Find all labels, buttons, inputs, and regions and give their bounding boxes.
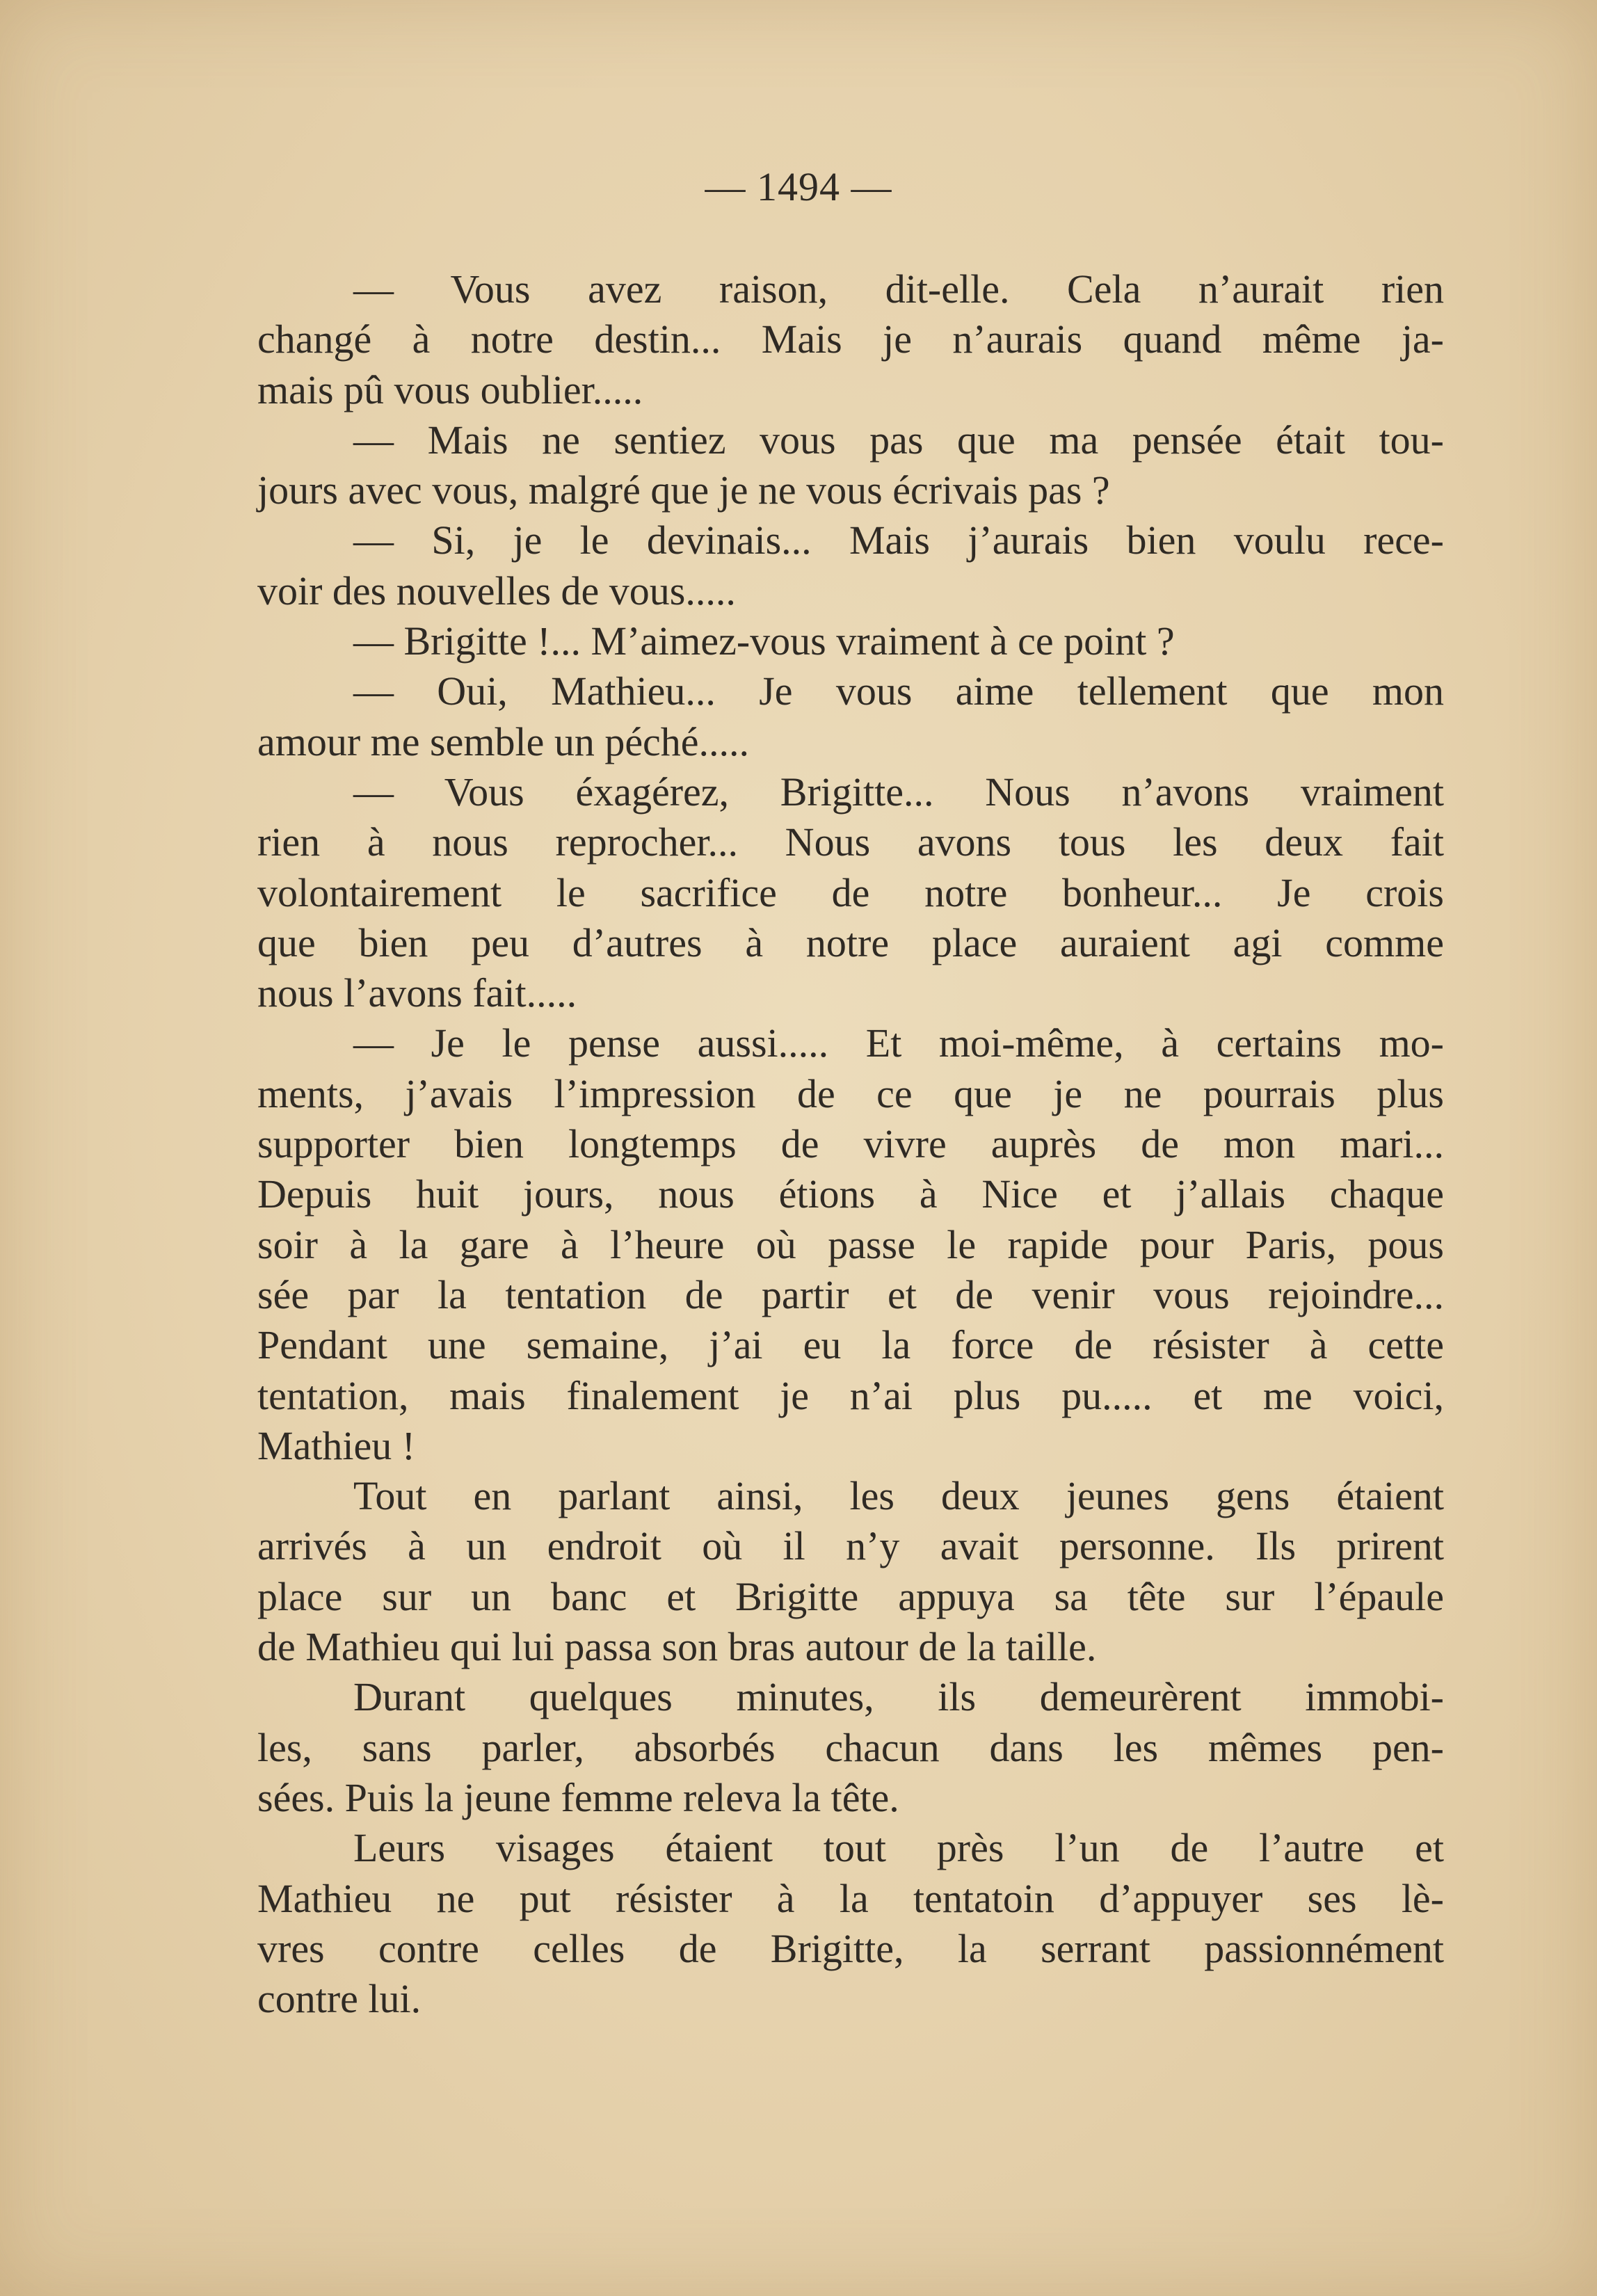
text-line: amour me semble un péché..... xyxy=(257,718,750,764)
text-line: — Oui, Mathieu... Je vous aime tellement que mon xyxy=(353,668,1444,714)
text-line: nous l’avons fait..... xyxy=(257,970,577,1016)
text-line: jours avec vous, malgré que je ne vous écrivais pas ? xyxy=(257,467,1110,513)
text-line: — Brigitte !... M’aimez-vous vraiment à ce point ? xyxy=(353,618,1175,664)
text-line: contre lui. xyxy=(257,1976,422,2022)
text-line: vres contre celles de Brigitte, la serrant passionnément xyxy=(257,1925,1444,1971)
text-line: — Vous avez raison, dit-elle. Cela n’aurait rien xyxy=(353,266,1444,312)
text-line: rien à nous reprocher... Nous avons tous les deux fait xyxy=(257,819,1444,865)
text-line: tentation, mais finalement je n’ai plus pu..... et me voici, xyxy=(257,1372,1444,1418)
text-line: Tout en parlant ainsi, les deux jeunes gens étaient xyxy=(353,1473,1444,1519)
text-line: arrivés à un endroit où il n’y avait personne. Ils prirent xyxy=(257,1523,1444,1569)
text-line: Depuis huit jours, nous étions à Nice et j’allais chaque xyxy=(257,1171,1444,1217)
text-line: place sur un banc et Brigitte appuya sa tête sur l’épaule xyxy=(257,1573,1444,1619)
text-line: de Mathieu qui lui passa son bras autour de la taille. xyxy=(257,1624,1097,1670)
text-line: — Vous éxagérez, Brigitte... Nous n’avons vraiment xyxy=(353,769,1444,814)
text-line: — Si, je le devinais... Mais j’aurais bien voulu rece- xyxy=(353,517,1444,563)
body-text xyxy=(257,264,1444,2024)
text-line: — Je le pense aussi..... Et moi-même, à certains mo- xyxy=(353,1020,1444,1066)
text-line: — Mais ne sentiez vous pas que ma pensée était tou- xyxy=(353,417,1444,463)
text-line: changé à notre destin... Mais je n’aurais quand même ja- xyxy=(257,316,1444,362)
text-line: Pendant une semaine, j’ai eu la force de résister à cette xyxy=(257,1322,1444,1368)
text-line: Mathieu ne put résister à la tentatoin d’appuyer ses lè- xyxy=(257,1875,1444,1921)
text-line: les, sans parler, absorbés chacun dans les mêmes pen- xyxy=(257,1724,1444,1770)
text-line: soir à la gare à l’heure où passe le rapide pour Paris, pous xyxy=(257,1221,1444,1267)
page-number: — 1494 — xyxy=(705,164,892,209)
text-line: que bien peu d’autres à notre place auraient agi comme xyxy=(257,920,1444,965)
text-line: Mathieu ! xyxy=(257,1422,416,1468)
text-line: supporter bien longtemps de vivre auprès de mon mari... xyxy=(257,1121,1444,1167)
text-line: sées. Puis la jeune femme releva la tête. xyxy=(257,1774,899,1820)
text-line: ments, j’avais l’impression de ce que je ne pourrais plus xyxy=(257,1070,1444,1116)
text-line: Durant quelques minutes, ils demeurèrent immobi- xyxy=(353,1674,1444,1720)
text-line: mais pû vous oublier..... xyxy=(257,367,643,412)
text-line: volontairement le sacrifice de notre bonheur... Je crois xyxy=(257,869,1444,915)
text-line: voir des nouvelles de vous..... xyxy=(257,568,736,613)
text-line: sée par la tentation de partir et de venir vous rejoindre... xyxy=(257,1271,1444,1317)
text-line: Leurs visages étaient tout près l’un de l’autre et xyxy=(353,1825,1444,1871)
